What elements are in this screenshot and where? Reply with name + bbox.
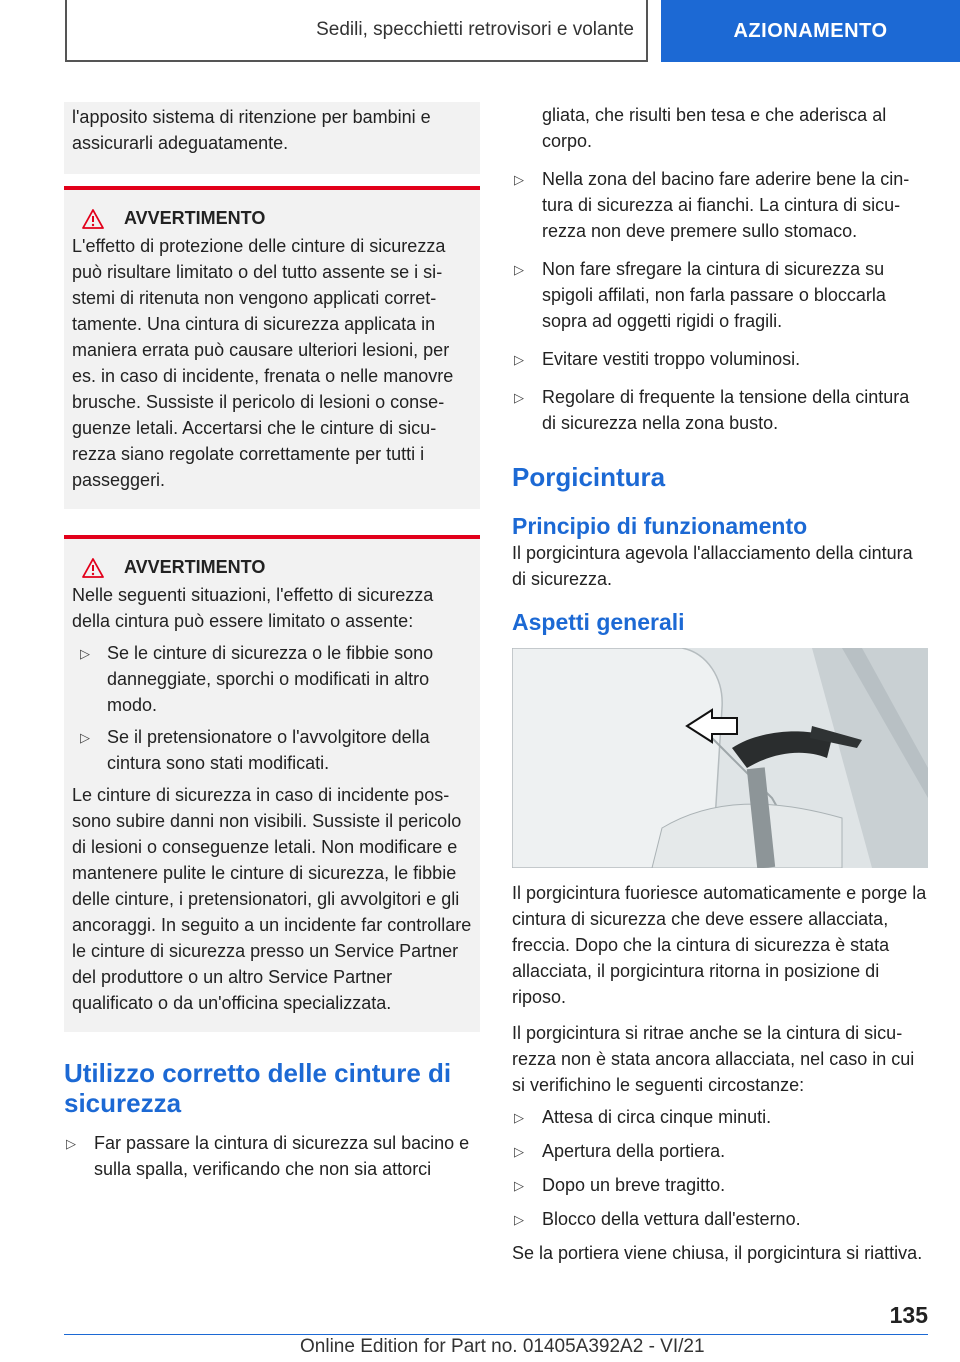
intro-text: l'apposito sistema di ritenzione per bambini e assicurarli adeguatamente.	[72, 107, 431, 153]
belt-feeder-image	[512, 648, 928, 868]
list-item: ▷ Blocco della vettura dall'esterno.	[512, 1206, 928, 1232]
warning-intro: Nelle seguenti situazioni, l'effetto di sicurezza della cintura può essere limitato o assente:	[72, 585, 434, 631]
paragraph: Se la portiera viene chiusa, il porgicintura si riattiva.	[512, 1243, 923, 1263]
list-item: ▷ Far passare la cintura di sicurezza sul bacino e sulla spalla, verificando che non sia attorci	[66, 1133, 470, 1179]
warning-heading	[72, 557, 472, 578]
warning-list	[72, 640, 472, 776]
warning-title: AVVERTIMENTO	[124, 208, 266, 228]
paragraph: Il porgicintura fuoriesce automaticamente e porge la cintura di sicurezza che deve essere allacciata, freccia. Dopo che la cintura di sicurezza è stata allacciata, il porgicintura ritorna in posizione di riposo.	[512, 883, 927, 1007]
bullet-triangle-icon: ▷	[514, 172, 524, 187]
heading-porgicintura: Porgicintura	[512, 462, 666, 492]
left-column	[64, 102, 480, 1190]
usage-list	[64, 1130, 480, 1182]
warning-box-1	[64, 186, 480, 509]
warning-heading	[72, 208, 472, 229]
list-item: ▷ Attesa di circa cinque minuti.	[512, 1104, 928, 1130]
bullet-triangle-icon: ▷	[514, 1212, 524, 1227]
list-item: ▷ Se il pretensionatore o l'avvolgitore della cintura sono stati modificati.	[80, 727, 430, 773]
warning-text: L'effetto di protezione delle cinture di sicurezza può risultare limitato o del tutto assente se i sistemi di ritenuta non vengono applicati correttamente. Una cintura di sicurezza applicata in maniera errata può causare ulteriori lesioni, per es. in caso di incidente, frenata o nelle manovre brusche. Sussiste il pericolo di lesioni o conseguenze letali. Accertarsi che le cinture di sicurezza siano regolate correttamente per tutti i passeggeri.	[72, 236, 454, 490]
page-number: 135	[889, 1302, 928, 1328]
heading-aspetti: Aspetti generali	[512, 609, 685, 635]
section-heading: Utilizzo corretto delle cinture di sicurezza	[64, 1058, 452, 1118]
warning-box-2	[64, 535, 480, 1032]
list-item: ▷ Nella zona del bacino fare aderire bene la cintura di sicurezza ai fianchi. La cintura di sicurezza non deve premere sullo stomaco.	[514, 169, 910, 241]
warning-triangle-icon	[82, 209, 104, 229]
bullet-triangle-icon: ▷	[514, 1178, 524, 1193]
bullet-triangle-icon: ▷	[514, 352, 524, 367]
bullet-triangle-icon: ▷	[80, 730, 90, 745]
intro-box	[64, 102, 480, 174]
list-item: ▷ Apertura della portiera.	[512, 1138, 928, 1164]
header-chapter-tab[interactable]	[661, 0, 960, 62]
list-item: ▷ Dopo un breve tragitto.	[512, 1172, 928, 1198]
list-item: ▷ Non fare sfregare la cintura di sicurezza su spigoli affilati, non farla passare o bloccarla sopra ad oggetti rigidi o fragili.	[514, 259, 886, 331]
footer-edition: Online Edition for Part no. 01405A392A2 - VI/21	[300, 1336, 705, 1357]
bullet-triangle-icon: ▷	[514, 1110, 524, 1125]
list-item: ▷ Evitare vestiti troppo voluminosi.	[512, 346, 928, 372]
conditions-list	[512, 1104, 928, 1232]
heading-principio: Principio di funzionamento	[512, 513, 808, 539]
header-section-title	[65, 0, 648, 62]
bullet-triangle-icon: ▷	[80, 646, 90, 661]
list-item: ▷ Se le cinture di sicurezza o le fibbie sono danneggiate, sporchi o modificati in altro modo.	[80, 643, 434, 715]
warning-text: Le cinture di sicurezza in caso di incidente possono subire danni non visibili. Sussiste il pericolo di lesioni o conseguenze letali. Non modificare e mantenere pulite le cinture di sicurezza, le fibbie delle cinture, i pretensionatori, gli avvolgitori e gli ancoraggi. In seguito a un incidente far controllare le cinture di sicurezza presso un Service Partner del produttore o un altro Service Partner qualificato o da un'officina specializzata.	[72, 785, 472, 1013]
list-item: gliata, che risulti ben tesa e che aderisca al corpo.	[542, 105, 887, 151]
warning-triangle-icon	[82, 558, 104, 578]
chapter-title: AZIONAMENTO	[733, 19, 888, 42]
paragraph: Il porgicintura agevola l'allacciamento della cintura di sicurezza.	[512, 543, 913, 589]
warning-title: AVVERTIMENTO	[124, 557, 266, 577]
list-item: ▷ Regolare di frequente la tensione della cintura di sicurezza nella zona busto.	[514, 387, 910, 433]
belt-feeder-illustration	[512, 648, 928, 868]
paragraph: Il porgicintura si ritrae anche se la cintura di sicurezza non è stata ancora allacciata, nel caso in cui si verifichino le seguenti circostanze:	[512, 1023, 915, 1095]
bullet-triangle-icon: ▷	[514, 390, 524, 405]
bullet-triangle-icon: ▷	[66, 1136, 76, 1151]
footer-divider	[64, 1334, 928, 1335]
bullet-triangle-icon: ▷	[514, 1144, 524, 1159]
usage-list-continued	[512, 102, 928, 436]
section-title: Sedili, specchietti retrovisori e volante	[316, 19, 634, 40]
bullet-triangle-icon: ▷	[514, 262, 524, 277]
right-column	[512, 102, 928, 1266]
